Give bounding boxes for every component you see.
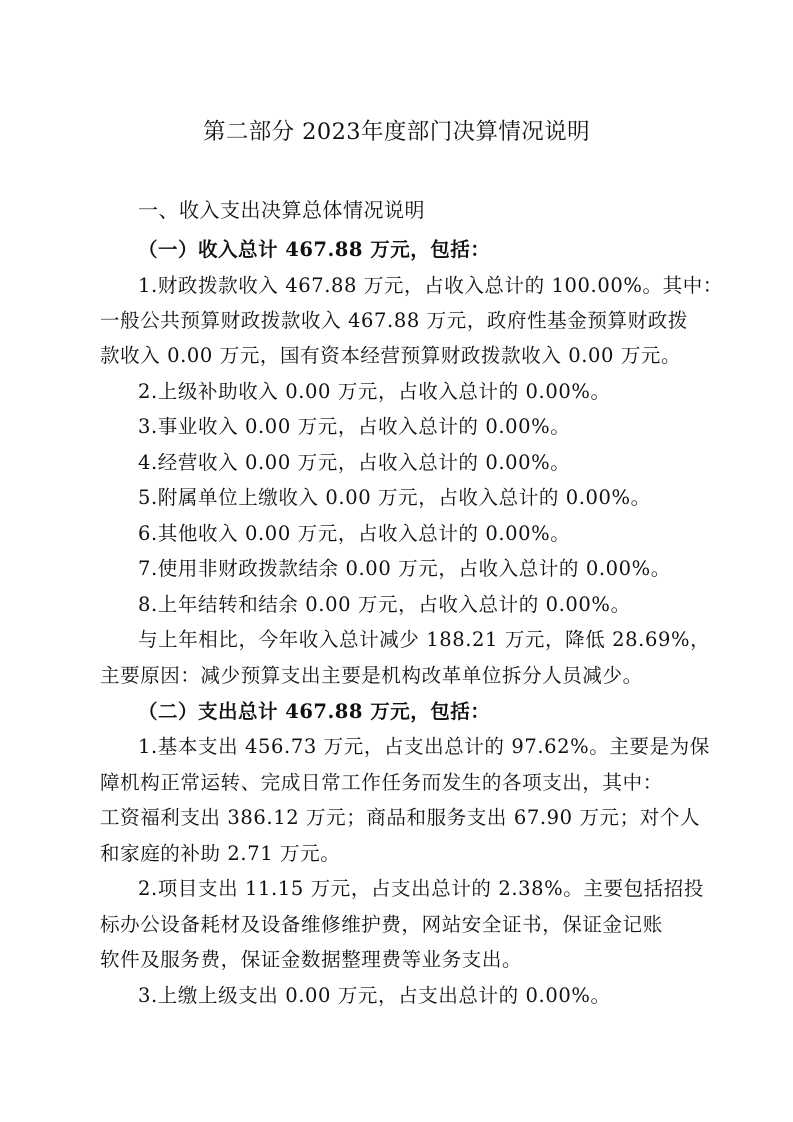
paragraph-line: 软件及服务费，保证金数据整理费等业务支出。 bbox=[100, 948, 523, 971]
paragraph-line: 8.上年结转和结余 0.00 万元，占收入总计的 0.00%。 bbox=[138, 593, 631, 616]
income-heading: （一）收入总计 467.88 万元，包括： bbox=[138, 238, 491, 261]
expense-heading: （二）支出总计 467.88 万元，包括： bbox=[138, 700, 491, 723]
paragraph-line: 7.使用非财政拨款结余 0.00 万元，占收入总计的 0.00%。 bbox=[138, 557, 671, 580]
page-title: 第二部分 2023年度部门决算情况说明 bbox=[202, 119, 590, 145]
paragraph-line: 主要原因：减少预算支出主要是机构改革单位拆分人员减少。 bbox=[100, 664, 643, 687]
paragraph-line: 2.项目支出 11.15 万元，占支出总计的 2.38%。主要包括招投 bbox=[138, 877, 704, 900]
paragraph-line: 障机构正常运转、完成日常工作任务而发生的各项支出，其中： bbox=[100, 771, 663, 794]
paragraph-line: 款收入 0.00 万元，国有资本经营预算财政拨款收入 0.00 万元。 bbox=[100, 344, 682, 367]
paragraph-line: 工资福利支出 386.12 万元；商品和服务支出 67.90 万元；对个人 bbox=[100, 806, 701, 829]
paragraph-line: 与上年相比，今年收入总计减少 188.21 万元，降低 28.69%， bbox=[138, 628, 711, 651]
paragraph-line: 一般公共预算财政拨款收入 467.88 万元，政府性基金预算财政拨 bbox=[100, 309, 688, 332]
paragraph-line: 1.基本支出 456.73 万元，占支出总计的 97.62%。主要是为保 bbox=[138, 735, 710, 758]
section-heading: 一、收入支出决算总体情况说明 bbox=[138, 198, 425, 222]
paragraph-line: 6.其他收入 0.00 万元，占收入总计的 0.00%。 bbox=[138, 522, 571, 545]
paragraph-line: 和家庭的补助 2.71 万元。 bbox=[100, 842, 341, 865]
paragraph-line: 5.附属单位上缴收入 0.00 万元，占收入总计的 0.00%。 bbox=[138, 486, 651, 509]
paragraph-line: 4.经营收入 0.00 万元，占收入总计的 0.00%。 bbox=[138, 451, 571, 474]
paragraph-line: 3.事业收入 0.00 万元，占收入总计的 0.00%。 bbox=[138, 415, 571, 438]
paragraph-line: 1.财政拨款收入 467.88 万元，占收入总计的 100.00%。其中： bbox=[138, 274, 723, 297]
paragraph-line: 3.上缴上级支出 0.00 万元，占支出总计的 0.00%。 bbox=[138, 984, 611, 1007]
paragraph-line: 2.上级补助收入 0.00 万元，占收入总计的 0.00%。 bbox=[138, 380, 611, 403]
paragraph-line: 标办公设备耗材及设备维修维护费，网站安全证书，保证金记账 bbox=[100, 913, 663, 936]
